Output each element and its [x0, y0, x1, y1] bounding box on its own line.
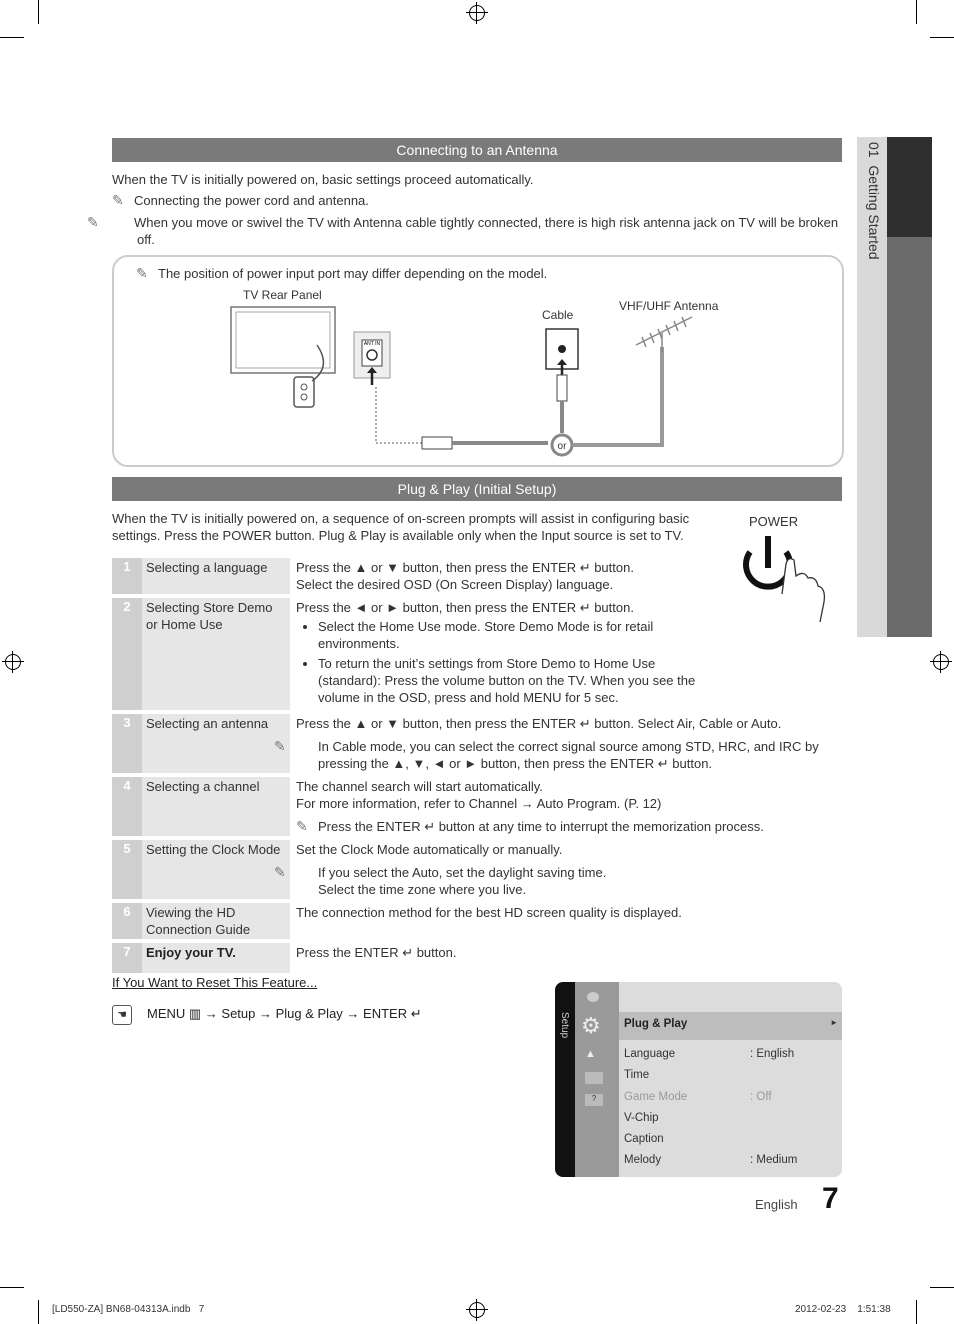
- step-description: Press the ENTER ↵ button.: [296, 945, 457, 960]
- menu-list: [619, 982, 842, 1177]
- menu-path: MENU ▥ → Setup → Plug & Play → ENTER ↵: [147, 1006, 422, 1021]
- menu-icon-column: [575, 982, 619, 1177]
- tv-rear-label: TV Rear Panel: [243, 288, 322, 302]
- cable-label: Cable: [542, 308, 574, 322]
- step-label: Selecting Store Demo or Home Use: [142, 598, 290, 710]
- table-row: [112, 943, 842, 973]
- registration-mark-icon: [933, 654, 949, 670]
- note-pencil-icon: ✎: [112, 192, 124, 208]
- antenna-cable: [572, 347, 662, 445]
- crop-mark: [0, 1287, 24, 1288]
- note: ✎ Connecting the power cord and antenna.: [112, 192, 369, 208]
- crop-mark: [930, 1287, 954, 1288]
- step-number: 6: [112, 903, 142, 939]
- crop-mark: [930, 37, 954, 38]
- menu-item[interactable]: Game Mode : Off: [624, 1091, 772, 1103]
- step-description: Press the ▲ or ▼ button, then press the ENTER ↵ button. Select the desired OSD (On Screen Display) language.: [296, 560, 634, 592]
- antenna-label: VHF/UHF Antenna: [619, 299, 719, 313]
- registration-mark-icon: [469, 5, 485, 21]
- crop-mark: [916, 0, 917, 24]
- page-number: 7: [822, 1182, 839, 1215]
- support-icon: ▲: [585, 1048, 596, 1060]
- table-row: [112, 714, 842, 773]
- crop-mark: [38, 1300, 39, 1324]
- table-row: [112, 777, 842, 836]
- power-label: POWER: [749, 514, 799, 529]
- setup-steps-table: [112, 554, 842, 977]
- menu-item[interactable]: Language : English: [624, 1048, 795, 1060]
- section-title-antenna: Connecting to an Antenna: [112, 138, 842, 162]
- step-number: 2: [112, 598, 142, 710]
- power-port-icon: [294, 377, 314, 407]
- svg-text:ANT IN: ANT IN: [363, 341, 381, 347]
- step-label: Selecting a channel: [142, 777, 290, 836]
- menu-item[interactable]: Melody : Medium: [624, 1154, 798, 1166]
- note: ✎ When you move or swivel the TV with Antenna cable tightly connected, there is high risk antenna jack on TV will be broken off.: [87, 214, 839, 247]
- print-date: 2012-02-23 ⁠ 1:51:38: [795, 1304, 891, 1315]
- note-pencil-icon: ✎: [136, 265, 148, 281]
- step-number: 7: [112, 943, 142, 973]
- diagram-drawing: [114, 257, 842, 465]
- chapter-tab-active: [887, 137, 932, 237]
- list-item: • Select the Home Use mode. Store Demo Mode is for retail environments.: [318, 618, 698, 652]
- gear-icon: ⚙: [581, 1013, 601, 1038]
- hand-remote-icon: ☚: [112, 1005, 132, 1025]
- note-pencil-icon: ✎: [274, 864, 286, 880]
- step-label: Setting the Clock Mode: [142, 840, 290, 899]
- menu-item[interactable]: Time: [624, 1069, 650, 1081]
- menu-side-bar: [555, 982, 575, 1177]
- intro-text: When the TV is initially powered on, a sequence of on-screen prompts will assist in configuring basic settings. Press the POWER button. Plug & Play is available only when the Input source is set to TV.: [112, 511, 690, 543]
- note-pencil-icon: ✎: [274, 738, 286, 754]
- step-label: Selecting a language: [142, 558, 290, 594]
- menu-side-label: Setup: [559, 1012, 570, 1039]
- chapter-title: 01 Getting Started: [866, 142, 882, 260]
- step-label: Enjoy your TV.: [142, 943, 290, 973]
- crop-mark: [916, 1300, 917, 1324]
- step-description: Press the ◄ or ► button, then press the ENTER ↵ button. • Select the Home Use mode. Store Demo Mode is for retail environments. • To return the unit’s settings from Store Demo to Home Use (standard): Press the volume button on the TV. When you see the volume in the OSD, press and hold MENU for 5 sec.: [290, 598, 842, 710]
- registration-mark-icon: [5, 654, 21, 670]
- step-description: The channel search will start automatically. For more information, refer to Channel → Auto Program. (P. 12) ✎ Press the ENTER ↵ button at any time to interrupt the memorization process.: [296, 779, 764, 834]
- step-number: 4: [112, 777, 142, 836]
- menu-item[interactable]: Caption: [624, 1133, 664, 1145]
- step-description: The connection method for the best HD screen quality is displayed.: [296, 905, 682, 920]
- step-number: 3: [112, 714, 142, 773]
- table-row: [112, 840, 842, 899]
- section-title-plug-and-play: Plug & Play (Initial Setup): [112, 477, 842, 501]
- input-icon: [585, 1072, 603, 1084]
- step-description: Set the Clock Mode automatically or manually. ✎ If you select the Auto, set the daylight saving time. Select the time zone where you live.: [274, 842, 607, 897]
- antenna-connection-diagram: [112, 255, 844, 467]
- setup-menu-screenshot: [555, 982, 842, 1177]
- registration-mark-icon: [469, 1302, 485, 1318]
- table-row: [112, 558, 842, 594]
- step-label: Selecting an antenna: [142, 714, 290, 773]
- footer-language: English: [755, 1197, 798, 1212]
- list-item: • To return the unit’s settings from Store Demo to Home Use (standard): Press the volume button on the TV. When you see the volume in the OSD, press and hold MENU for 5 sec.: [318, 655, 698, 706]
- intro-text: When the TV is initially powered on, basic settings proceed automatically.: [112, 172, 534, 187]
- tv-rear-panel: [231, 307, 335, 373]
- step-label: Viewing the HD Connection Guide: [142, 903, 290, 939]
- diagram-note: ✎ The position of power input port may differ depending on the model.: [136, 265, 548, 281]
- reset-heading: If You Want to Reset This Feature...: [112, 975, 318, 990]
- picture-icon: [587, 992, 599, 1002]
- step-number: 5: [112, 840, 142, 899]
- crop-mark: [38, 0, 39, 24]
- arrow-right-icon: ►: [830, 1018, 838, 1027]
- menu-item[interactable]: V-Chip: [624, 1112, 659, 1124]
- table-row: [112, 903, 842, 939]
- help-icon: ?: [585, 1094, 603, 1106]
- menu-selected-row[interactable]: Plug & Play ►: [619, 1012, 842, 1040]
- note-pencil-icon: ✎: [296, 818, 308, 834]
- step-description: Press the ▲ or ▼ button, then press the ENTER ↵ button. Select Air, Cable or Auto. ✎ In Cable mode, you can select the correct signal source among STD, HRC, and IRC by pressing the ▲, ▼, ◄ or ► button, then press the ENTER ↵ button.: [274, 716, 819, 771]
- svg-text:or: or: [557, 441, 567, 452]
- step-number: 1: [112, 558, 142, 594]
- table-row: [112, 598, 842, 710]
- file-info: [LD550-ZA] BN68-04313A.indb 7: [52, 1304, 205, 1315]
- note-pencil-icon: ✎: [87, 214, 99, 230]
- crop-mark: [0, 37, 24, 38]
